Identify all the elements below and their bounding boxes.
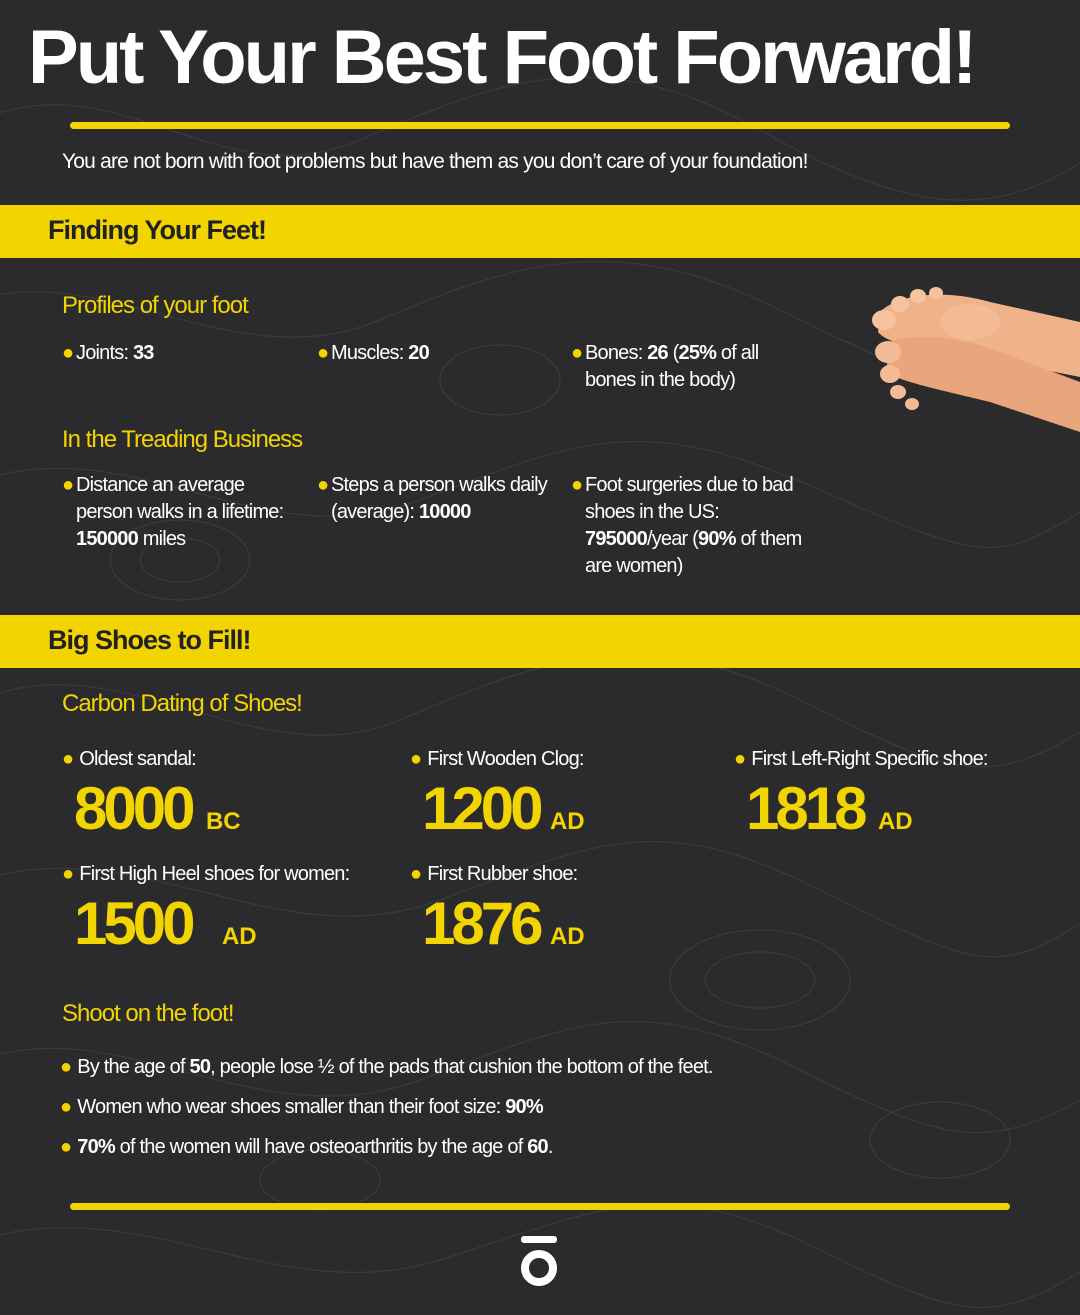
era-label: AD: [877, 808, 913, 835]
year-value: 1818: [746, 775, 864, 842]
era-label: AD: [549, 808, 585, 835]
section-band-finding-feet: [0, 205, 1080, 258]
era-label: AD: [221, 923, 257, 950]
fact-line-smaller-shoes: ● Women who wear shoes smaller than their foot size: 90%: [60, 1096, 543, 1118]
bullet-icon: ●: [60, 1056, 72, 1078]
page-title: Put Your Best Foot Forward!: [28, 15, 975, 100]
brand-logo-icon: [518, 1236, 560, 1288]
footer-divider: [70, 1203, 1010, 1210]
bullet-icon: ●: [410, 748, 422, 770]
shoe-fact-rubber: ● First Rubber shoe: 1876 AD: [410, 863, 585, 957]
shoe-fact-high-heel: ● First High Heel shoes for women: 1500 AD: [62, 863, 350, 957]
list-item-surgeries: ● Foot surgeries due to bad shoes in the US: 795000/year (90% of them are women): [571, 474, 802, 577]
list-item-distance: ● Distance an average person walks in a lifetime: 150000 miles: [62, 474, 284, 550]
list-item-joints: ● Joints: 33: [62, 340, 292, 367]
section-title: Finding Your Feet!: [48, 215, 266, 245]
bullet-icon: ●: [62, 474, 74, 496]
year-value: 8000: [74, 775, 192, 842]
carbon-heading: Carbon Dating of Shoes!: [62, 690, 302, 717]
section-title: Big Shoes to Fill!: [48, 625, 251, 655]
shoe-fact-wooden-clog: ● First Wooden Clog: 1200 AD: [410, 748, 585, 842]
list-item-muscles: ● Muscles: 20: [317, 340, 547, 367]
profiles-heading: Profiles of your foot: [62, 292, 248, 319]
bullet-icon: ●: [62, 863, 74, 885]
bullet-icon: ●: [734, 748, 746, 770]
bullet-icon: ●: [317, 342, 329, 364]
bullet-icon: ●: [60, 1096, 72, 1118]
shoe-fact-left-right: ● First Left-Right Specific shoe: 1818 AD: [734, 748, 988, 842]
bullet-icon: ●: [317, 474, 329, 496]
year-value: 1500: [74, 890, 192, 957]
bullet-icon: ●: [60, 1136, 72, 1158]
shoe-fact-oldest-sandal: ● Oldest sandal: 8000 BC: [62, 748, 241, 842]
bullet-icon: ●: [571, 474, 583, 496]
list-item-bones: ● Bones: 26 (25% of all bones in the body): [571, 342, 759, 391]
treading-heading: In the Treading Business: [62, 426, 303, 453]
year-value: 1200: [422, 775, 540, 842]
bullet-icon: ●: [62, 342, 74, 364]
page-subtitle: You are not born with foot problems but have them as you don’t care of your foundation!: [62, 150, 808, 173]
era-label: AD: [549, 923, 585, 950]
bullet-icon: ●: [571, 342, 583, 364]
year-value: 1876: [422, 890, 540, 957]
title-divider: [70, 122, 1010, 129]
section-band-big-shoes: [0, 615, 1080, 668]
shoot-heading: Shoot on the foot!: [62, 1000, 234, 1027]
list-item-steps: ● Steps a person walks daily (average): 10000: [317, 474, 547, 523]
bullet-icon: ●: [62, 748, 74, 770]
bullet-icon: ●: [410, 863, 422, 885]
fact-line-pads: ● By the age of 50, people lose ½ of the pads that cushion the bottom of the feet.: [60, 1056, 713, 1078]
feet-illustration: [860, 282, 1080, 432]
fact-line-osteoarthritis: ● 70% of the women will have osteoarthritis by the age of 60.: [60, 1136, 553, 1158]
era-label: BC: [205, 808, 241, 835]
